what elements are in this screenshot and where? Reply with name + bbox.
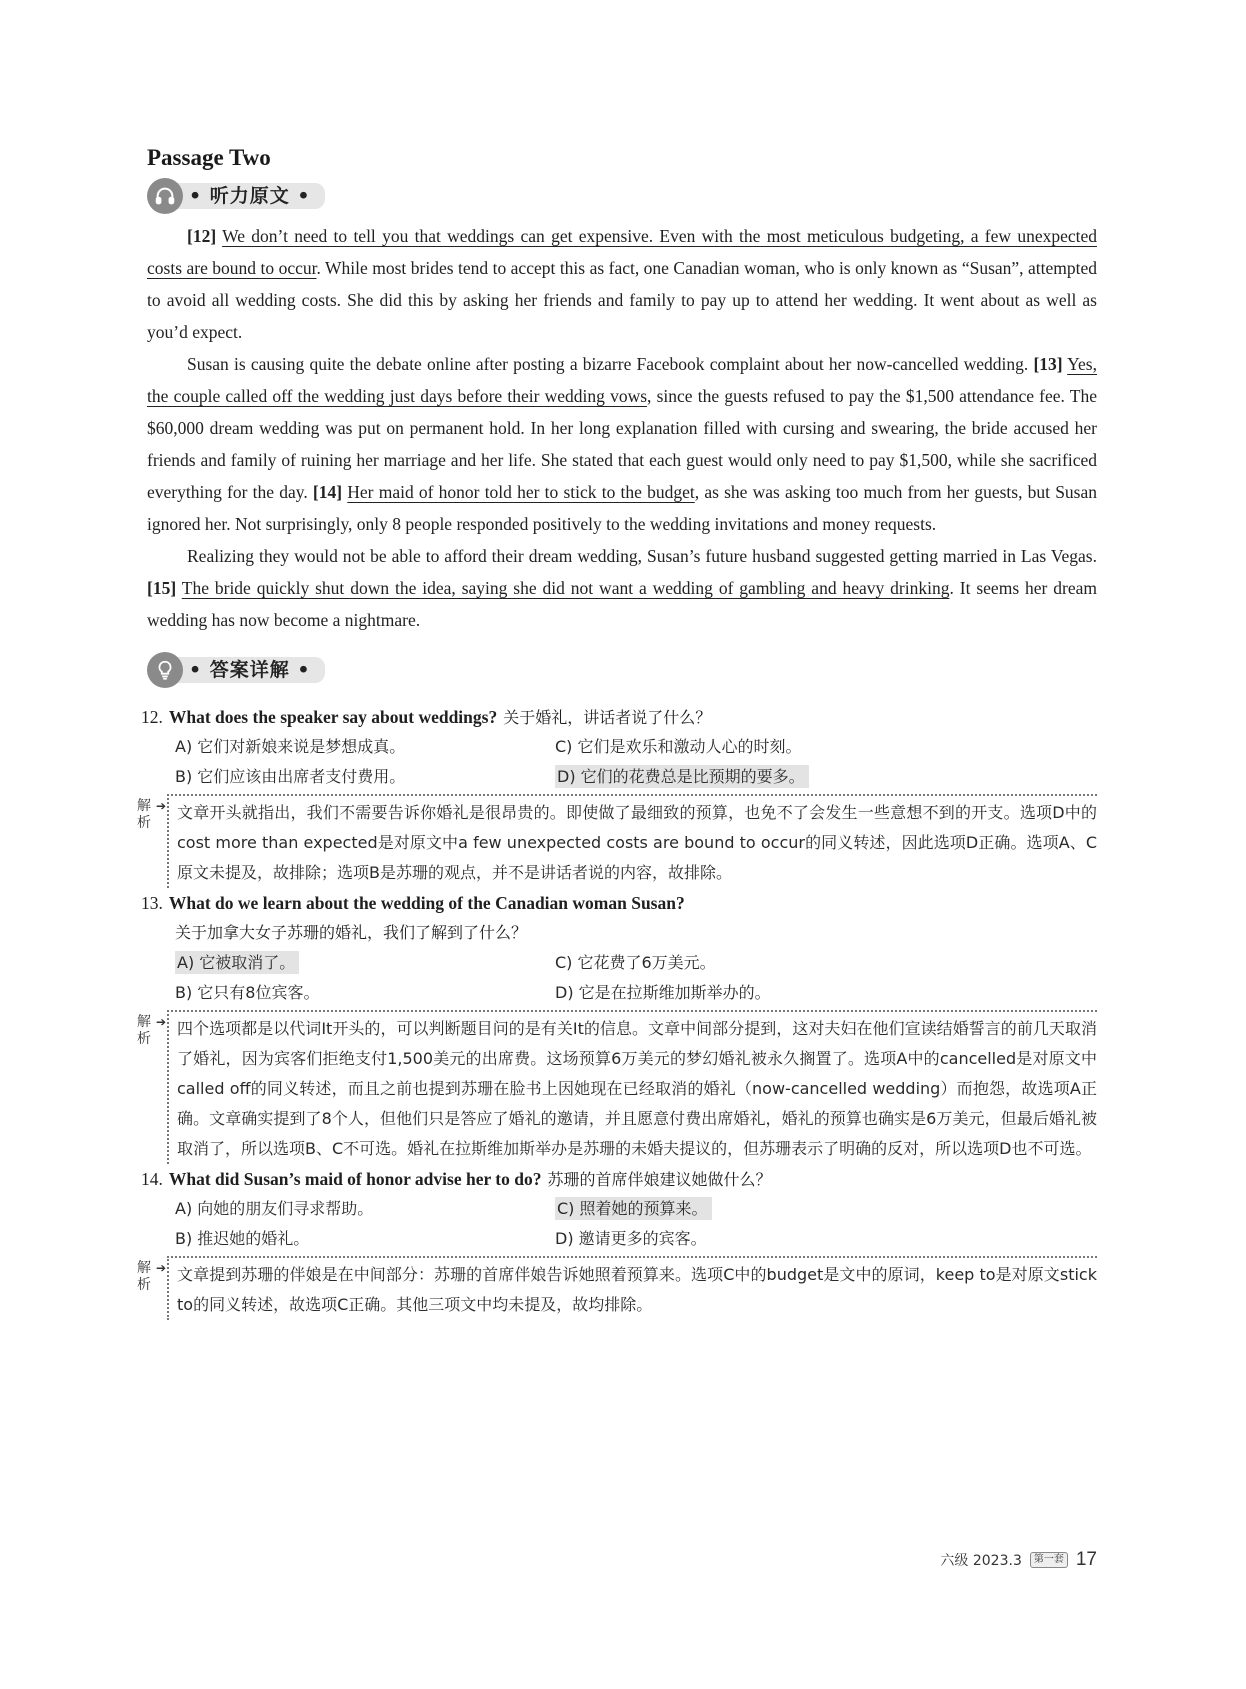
lightbulb-icon: [147, 652, 183, 688]
analysis-13: [137, 1010, 1097, 1164]
question-cn: 关于加拿大女子苏珊的婚礼，我们了解到了什么？: [175, 923, 528, 942]
analysis-text: 文章开头就指出，我们不需要告诉你婚礼是很昂贵的。即使做了最细致的预算，也免不了会发生一些意想不到的开支。选项D中的cost more than expected是对原文中a few unexpected costs are bound to occur的同义转述，因此选项D正确。选项A、C原文未提及，故排除；选项B是苏珊的观点，并不是讲话者说的内容，故排除。: [167, 794, 1097, 888]
question-en: What do we learn about the wedding of the Canadian woman Susan?: [168, 893, 685, 913]
page-footer: [0, 1549, 1097, 1571]
transcript-section-tag: [147, 178, 1097, 214]
question-cn: 关于婚礼，讲话者说了什么？: [503, 708, 712, 727]
transcript-paragraph-2: [147, 348, 1097, 540]
option-b: B) 推迟她的婚礼。: [175, 1229, 310, 1248]
transcript-text: Realizing they would not be able to afford their dream wedding, Susan’s future husband suggested getting married in Las Vegas.: [187, 546, 1097, 566]
transcript-paragraph-3: [147, 540, 1097, 636]
analysis-14: [137, 1256, 1097, 1320]
option-b: B) 它只有8位宾客。: [175, 983, 320, 1002]
option-d-correct: D) 它们的花费总是比预期的要多。: [555, 762, 1025, 792]
marker-15: [15]: [147, 578, 177, 598]
transcript-tag-label: • 听力原文 •: [169, 183, 325, 209]
analysis-text: 四个选项都是以代词It开头的，可以判断题目问的是有关It的信息。文章中间部分提到，这对夫妇在他们宣读结婚誓言的前几天取消了婚礼，因为宾客们拒绝支付1,500美元的出席费。这场预算6万美元的梦幻婚礼被永久搁置了。选项A中的cancelled是对原文中called off的同义转述，而且之前也提到苏珊在脸书上因她现在已经取消的婚礼（now-cancelled wedding）而抱怨，故选项A正确。文章确实提到了8个人，但他们只是答应了婚礼的邀请，并且愿意付费出席婚礼，婚礼的预算也确实是6万美元，但最后婚礼被取消了，所以选项B、C不可选。婚礼在拉斯维加斯举办是苏珊的未婚夫提议的，但苏珊表示了明确的反对，所以选项D也不可选。: [167, 1010, 1097, 1164]
option-c: C) 它们是欢乐和激动人心的时刻。: [555, 737, 802, 756]
analysis-label: 解 析: [137, 1014, 151, 1047]
marker-12: [12]: [187, 226, 217, 246]
question-en: What does the speaker say about weddings?: [168, 707, 498, 727]
key-sentence-14: Her maid of honor told her to stick to the budget: [347, 482, 695, 502]
question-13: [137, 888, 1097, 1164]
answer-explanations: [137, 702, 1097, 1320]
set-badge: 第一套: [1030, 1552, 1068, 1568]
option-b: B) 它们应该由出席者支付费用。: [175, 767, 406, 786]
transcript-text: . While most brides tend to accept this as fact, one Canadian woman, who is only known as “Susan”, attempted to avoid all wedding costs. She did this by asking her friends and family to pay up to attend her wedding. It went about as well as you’d expect.: [147, 258, 1098, 342]
transcript-text: , since the guests refused to pay the $1,500 attendance fee. The $60,000 dream wedding was put on permanent hold. In her long explanation filled with cursing and swearing, the bride accused her friends and family of ruining her marriage and her life. She stated that each guest would only need to pay $1,500, while she sacrificed everything for the day.: [147, 386, 1097, 502]
arrow-icon: ➔: [156, 1015, 167, 1029]
analysis-label: 解 析: [137, 798, 151, 831]
key-sentence-15: The bride quickly shut down the idea, saying she did not want a wedding of gambling and heavy drinking: [181, 578, 950, 598]
question-number: 13.: [141, 893, 163, 913]
analysis-12: [137, 794, 1097, 888]
analysis-label: 解 析: [137, 1260, 151, 1293]
marker-13: [13]: [1033, 354, 1063, 374]
passage-title: Passage Two: [147, 145, 271, 170]
arrow-icon: ➔: [156, 799, 167, 813]
option-c: C) 它花费了6万美元。: [555, 953, 716, 972]
option-a: A) 它们对新娘来说是梦想成真。: [175, 737, 406, 756]
transcript-text: . It seems her dream wedding has now become a nightmare.: [147, 578, 1098, 630]
question-title: [141, 1164, 1097, 1194]
option-a: A) 向她的朋友们寻求帮助。: [175, 1199, 374, 1218]
arrow-icon: ➔: [156, 1261, 167, 1275]
question-title: [141, 702, 1097, 732]
page-content: [137, 140, 1098, 1320]
page-number: 17: [1075, 1549, 1097, 1570]
transcript-body: [147, 220, 1097, 636]
option-d: D) 它是在拉斯维加斯举办的。: [555, 983, 771, 1002]
question-number: 12.: [141, 707, 163, 727]
marker-14: [14]: [312, 482, 343, 502]
options: [147, 732, 1097, 792]
question-14: [137, 1164, 1097, 1320]
question-en: What did Susan’s maid of honor advise her to do?: [168, 1169, 542, 1189]
question-number: 14.: [141, 1169, 163, 1189]
question-cn: 苏珊的首席伴娘建议她做什么？: [547, 1170, 772, 1189]
option-c-correct: C) 照着她的预算来。: [555, 1194, 1025, 1224]
key-sentence-13: Yes, the couple called off the wedding just days before their wedding vows: [147, 354, 1097, 406]
transcript-text: , as she was asking too much from her guests, but Susan ignored her. Not surprisingly, only 8 people responded positively to the wedding invitations and money requests.: [147, 482, 1098, 534]
answers-section-tag: [147, 652, 1097, 688]
options: [147, 948, 1097, 1008]
analysis-text: 文章提到苏珊的伴娘是在中间部分：苏珊的首席伴娘告诉她照着预算来。选项C中的budget是文中的原词，keep to是对原文stick to的同义转述，故选项C正确。其他三项文中均未提及，故均排除。: [167, 1256, 1097, 1320]
exam-series: 六级 2023.3: [940, 1553, 1022, 1569]
answers-tag-label: • 答案详解 •: [169, 657, 325, 683]
headphones-icon: [147, 178, 183, 214]
question-title: [141, 888, 1097, 918]
key-sentence-12: We don’t need to tell you that weddings can get expensive. Even with the most meticulous budgeting, a few unexpected costs are bound to occur: [147, 226, 1098, 278]
option-a-correct: A) 它被取消了。: [175, 948, 555, 978]
question-12: [137, 702, 1097, 888]
transcript-paragraph-1: [147, 220, 1097, 348]
options: [147, 1194, 1097, 1254]
transcript-text: Susan is causing quite the debate online after posting a bizarre Facebook complaint about her now-cancelled wedding.: [187, 354, 1034, 374]
option-d: D) 邀请更多的宾客。: [555, 1229, 707, 1248]
